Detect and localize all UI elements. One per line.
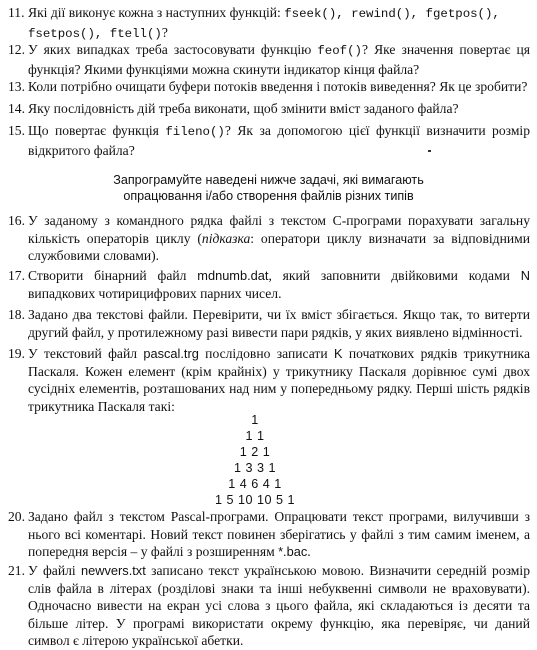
question-number: 13. [8, 79, 25, 94]
question-18 [8, 306, 530, 341]
filename-run: K [333, 346, 343, 361]
question-15 [8, 122, 530, 159]
question-number: 11. [8, 5, 25, 20]
code-run: fseek(), rewind(), fgetpos(), [284, 7, 500, 21]
question-text [28, 306, 530, 341]
question-11 [8, 4, 530, 43]
question-number: 18. [8, 307, 25, 322]
question-number: 14. [8, 101, 25, 116]
text-run: ? Яке значення повертає ця функція? Якими функціями можна скинути індикатор кінця файла? [28, 42, 530, 77]
question-number: 16. [8, 213, 25, 228]
text-run: Що повертає функція [28, 123, 166, 138]
text-run: Задано файл з текстом Pascal-програми. Опрацювати текст програми, вилучивши з нього всі коментарі. Новий текст повинен зберігатись у файлі з тим самим іменем, а попередня версія – у файлі з розширенням [28, 509, 530, 559]
question-12 [8, 41, 530, 78]
pascal-row: 1 4 6 4 1 [228, 477, 282, 491]
speck-mark [428, 150, 431, 152]
text-run: У яких випадках треба застосовувати функцію [28, 42, 318, 57]
text-run: , який заповнити двійковими кодами [268, 268, 521, 283]
text-run: послідовно записати [198, 346, 334, 361]
question-text [28, 122, 530, 159]
question-number: 19. [8, 346, 25, 361]
question-number: 21. [8, 563, 25, 578]
section-heading-line-1: Запрограмуйте наведені нижче задачі, які вимагають [113, 173, 424, 187]
text-run: . [307, 544, 311, 559]
text-run: Коли потрібно очищати буфери потоків введення і потоків виведення? Як це зробити? [28, 79, 528, 94]
question-text [28, 41, 530, 78]
question-17 [8, 267, 530, 302]
question-19 [8, 345, 530, 415]
question-number: 17. [8, 268, 25, 283]
pascal-row: 1 5 10 10 5 1 [214, 493, 296, 507]
code-run: feof() [317, 44, 362, 58]
pascal-row: 1 1 [245, 429, 265, 443]
text-run: Задано два текстові файли. Перевірити, чи їх вміст збігається. Якщо так, то витерти другий файл, у протилежному разі вивести пари рядків, у яких виявлено відмінності. [28, 307, 530, 340]
question-13 [8, 78, 530, 96]
question-text [28, 78, 530, 96]
pascal-row: 1 3 3 1 [233, 461, 276, 475]
text-run: Яку послідовність дій треба виконати, щоб змінити вміст заданого файла? [28, 101, 459, 116]
text-run: У заданому з командного рядка файлі з текстом С-програми порахувати загальну кількість операторів циклу ( [28, 213, 530, 246]
code-run: fileno() [165, 125, 225, 139]
question-number: 20. [8, 509, 25, 524]
text-run: У текстовий файл [28, 346, 144, 361]
text-run: початкових рядків трикутника Паскаля. Кожен елемент (крім крайніх) у трикутнику Паскаля дорівнює сумі двох сусідніх елементів, розташованих над ним у попередньому рядку. Перші шість рядків трикутника Паскаля такі: [28, 346, 530, 414]
filename-run: mdnumb.dat [197, 268, 269, 283]
pascal-triangle [190, 412, 320, 508]
section-heading-line-2: опрацювання і/або створення файлів різних типів [123, 189, 414, 203]
text-run: записано текст українською мовою. Визначити середній розмір слів файла в літерах (розділові знаки та інші небуквенні символи не враховувати). Одночасно вивести на екран усі слова з цього файла, які складаються із десяти та більше літер. У програмі використати окрему функцію, яка перевіряє, чи даний символ є літерою української абетки. [28, 563, 530, 648]
pascal-row: 1 2 1 [239, 445, 271, 459]
question-number: 15. [8, 123, 25, 138]
text-run: У файлі [28, 563, 82, 578]
question-text [28, 508, 530, 561]
section-heading [0, 172, 537, 204]
code-run: fsetpos(), ftell() [28, 26, 162, 41]
question-21 [8, 562, 530, 650]
question-text [28, 4, 530, 43]
text-run: випадкових чотирицифрових парних чисел. [28, 285, 282, 301]
pascal-row: 1 [251, 413, 259, 427]
text-run: ? [161, 24, 168, 40]
text-run: ? Як за допомогою цієї функції визначити розмір відкритого файла? [28, 123, 530, 158]
question-14 [8, 100, 530, 118]
text-run: Які дії виконує кожна з наступних функцій: [28, 5, 285, 20]
text-run: : оператори циклу визначати за відповідними службовими словами). [28, 230, 531, 263]
filename-run: N [520, 268, 530, 283]
question-text [28, 345, 530, 415]
question-number: 12. [8, 42, 25, 57]
emphasis-run: підказка [201, 230, 251, 246]
question-text [28, 267, 530, 302]
question-20 [8, 508, 530, 561]
question-text [28, 212, 530, 265]
filename-run: *.bac [278, 544, 308, 559]
question-text [28, 562, 530, 650]
filename-run: newvers.txt [81, 563, 146, 578]
question-16 [8, 212, 530, 265]
filename-run: pascal.trg [143, 346, 199, 361]
text-run: Створити бінарний файл [28, 268, 198, 283]
question-text [28, 100, 530, 118]
